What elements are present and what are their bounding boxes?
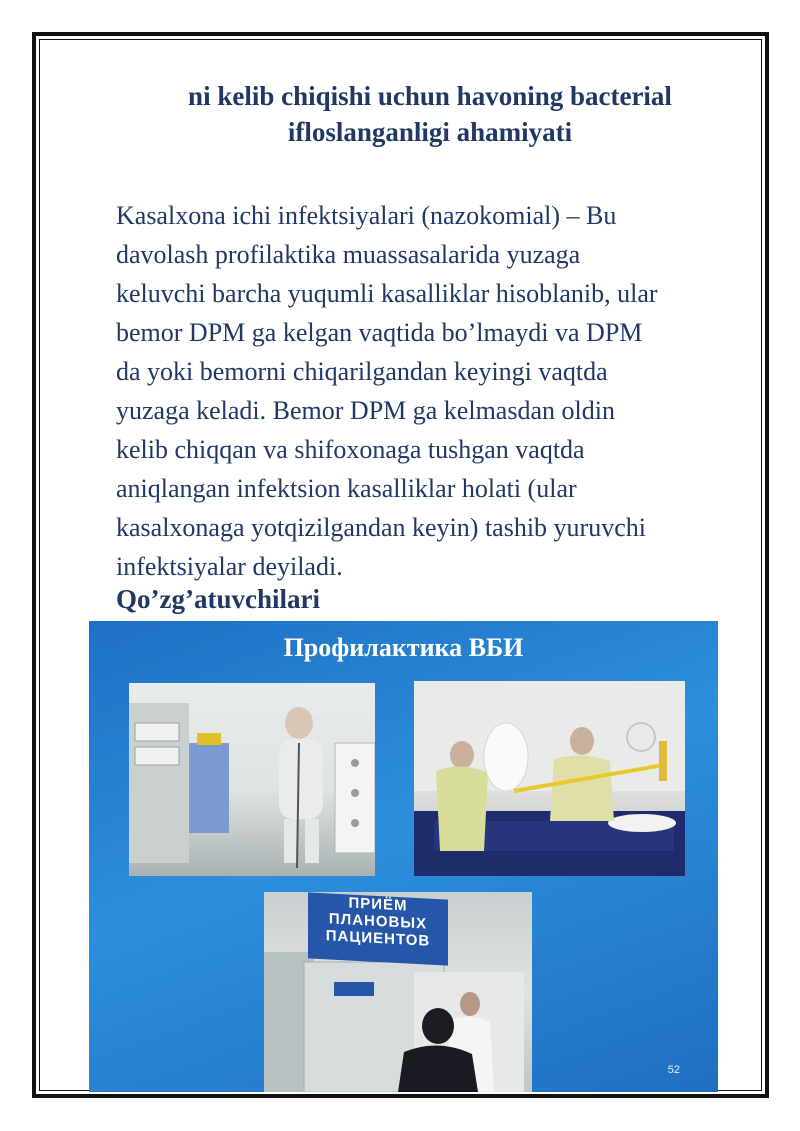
photo-cleaning-corridor	[129, 683, 375, 876]
photo-patient-admission	[264, 892, 532, 1092]
body-line: infektsiyalar deyiladi.	[116, 552, 343, 581]
slide-title: Профилактика ВБИ	[283, 633, 524, 662]
cleaning-scene-graphic	[129, 683, 375, 876]
body-line: davolash profilaktika muassasalarida yuzaga	[116, 240, 581, 269]
subheading: Qo’zg’atuvchilari	[116, 584, 320, 614]
body-line: da yoki bemorni chiqarilgandan keyingi vaqtda	[116, 357, 608, 386]
disinfection-scene-graphic	[414, 681, 685, 876]
sign-line: ПЛАНОВЫХ	[328, 910, 428, 933]
heading-line-1: ni kelib chiqishi uchun havoning bacterial	[188, 81, 672, 111]
body-line: kelib chiqqan va shifoxonaga tushgan vaqtda	[116, 435, 585, 464]
body-line: keluvchi barcha yuqumli kasalliklar hisoblanib, ular	[116, 279, 658, 308]
body-line: aniqlangan infektsion kasalliklar holati (ular	[116, 474, 577, 503]
body-paragraph	[116, 196, 756, 586]
sign-line: ПРИЁМ	[348, 894, 408, 915]
body-line: Kasalxona ichi infektsiyalari (nazokomial) – Bu	[116, 201, 617, 230]
photo-disinfecting-bed	[414, 681, 685, 876]
sign-line: ПАЦИЕНТОВ	[325, 927, 431, 950]
admission-sign	[308, 892, 448, 965]
section-heading	[100, 78, 760, 150]
body-line: bemor DPM ga kelgan vaqtida bo’lmaydi va DPM	[116, 318, 643, 347]
slide-page-number: 52	[667, 1064, 680, 1076]
presentation-slide-image	[89, 621, 718, 1092]
heading-line-2: ifloslanganligi ahamiyati	[287, 117, 573, 147]
body-line: kasalxonaga yotqizilgandan keyin) tashib yuruvchi	[116, 513, 646, 542]
body-line: yuzaga keladi. Bemor DPM ga kelmasdan oldin	[116, 396, 615, 425]
